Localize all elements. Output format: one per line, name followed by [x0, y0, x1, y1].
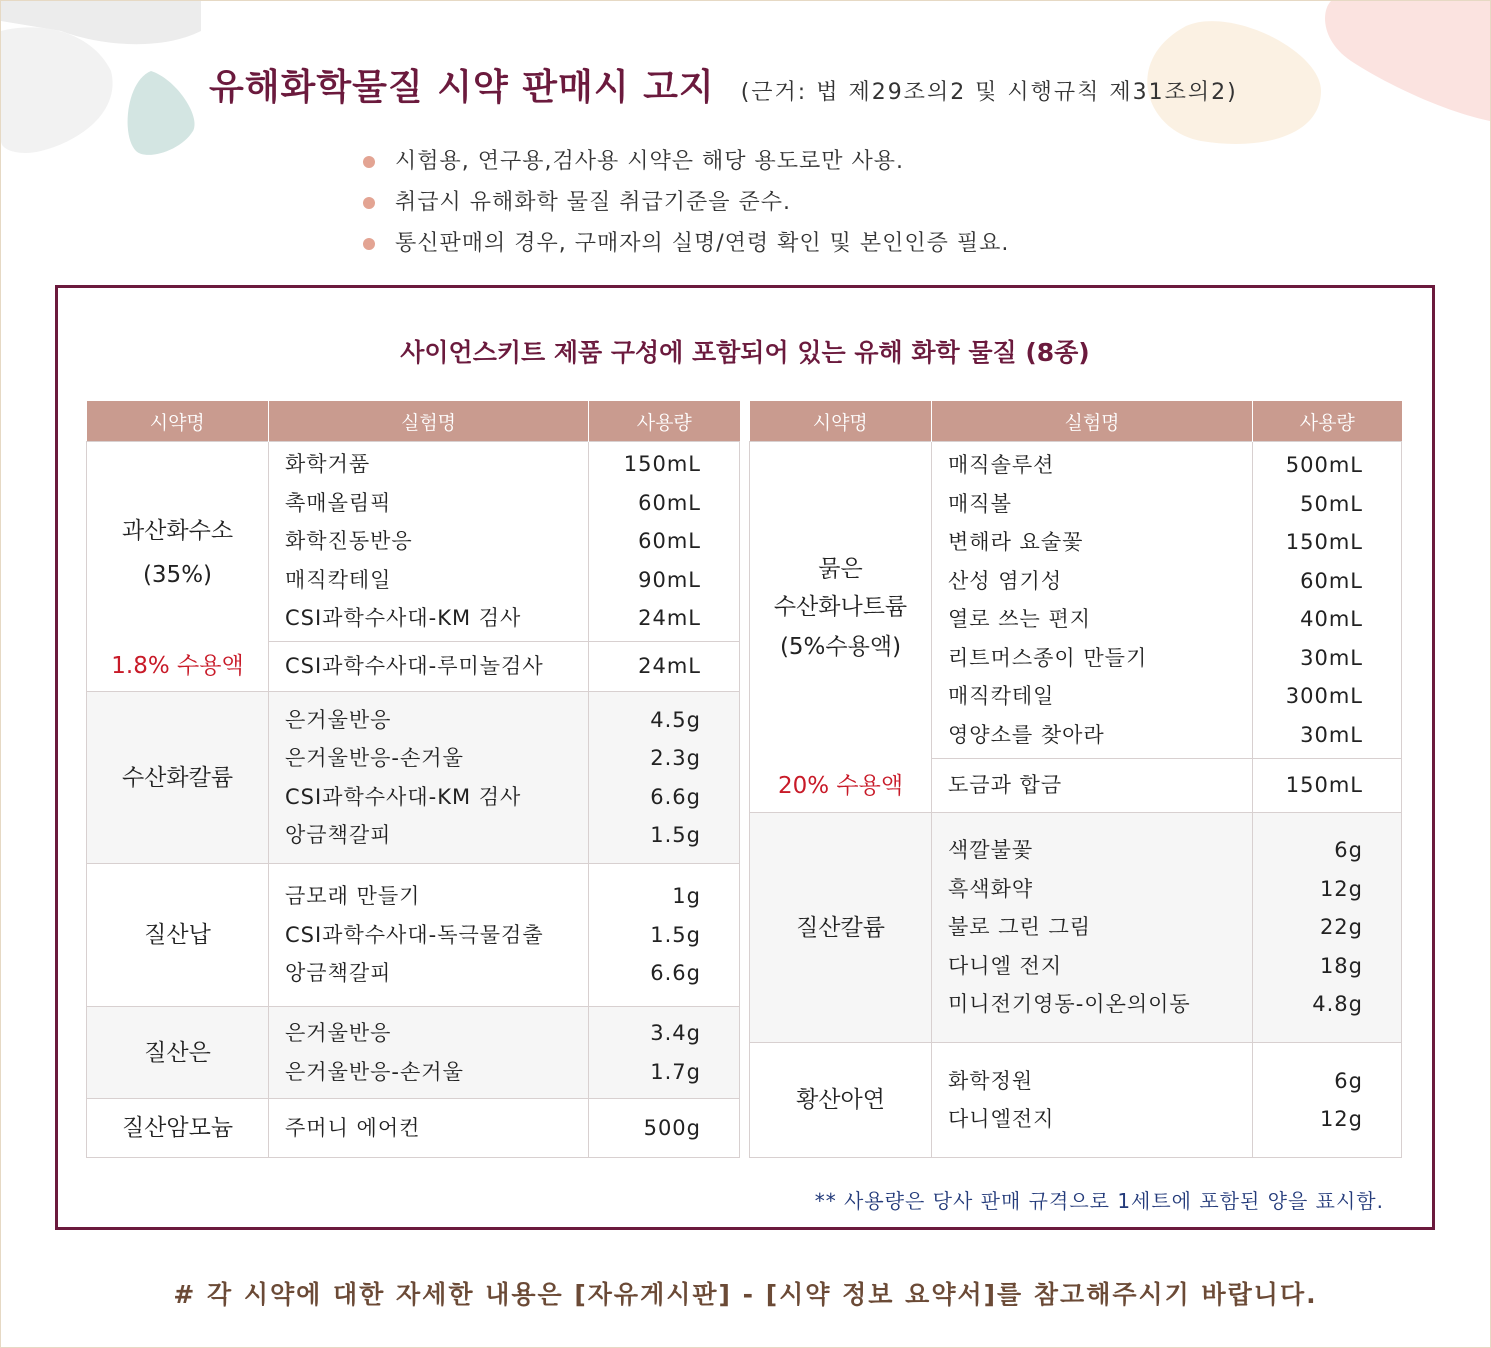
chemicals-box: [55, 285, 1435, 1230]
amount-list: 500g: [589, 1099, 740, 1158]
experiment-list: 은거울반응 은거울반응-손거울 CSI과학수사대-KM 검사 앙금책갈피: [269, 692, 589, 864]
footer-reference: # 각 시약에 대한 자세한 내용은 [자유게시판] - [시약 정보 요약서]를 참고해주시기 바랍니다.: [173, 1280, 1318, 1309]
box-title: 사이언스키트 제품 구성에 포함되어 있는 유해 화학 물질 (8종): [400, 338, 1090, 367]
experiment-list: 화학정원 다니엘전지: [932, 1043, 1253, 1158]
table-row: [87, 692, 740, 864]
chemical-name: 질산납: [87, 864, 269, 1007]
chemical-name: 묽은 수산화나트륨 (5%수용액) 20% 수용액: [750, 442, 932, 813]
amount-list: 24mL: [589, 642, 740, 692]
usage-note: ** 사용량은 당사 판매 규격으로 1세트에 포함된 양을 표시함.: [814, 1189, 1384, 1213]
table-row: [87, 1099, 740, 1158]
notice-item: 통신판매의 경우, 구매자의 실명/연령 확인 및 본인인증 필요.: [363, 223, 1009, 264]
chemical-name: 질산칼륨: [750, 813, 932, 1043]
concentration-label: 1.8% 수용액: [111, 653, 244, 679]
legal-basis: (근거: 법 제29조의2 및 시행규칙 제31조의2): [740, 80, 1238, 105]
experiment-list: 매직솔루션 매직볼 변해라 요술꽃 산성 염기성 열로 쓰는 편지 리트머스종이 만들기 매직칵테일 영양소를 찾아라: [932, 442, 1253, 759]
experiment-list: 색깔불꽃 흑색화약 불로 그린 그림 다니엘 전지 미니전기영동-이온의이동: [932, 813, 1253, 1043]
notice-item: 시험용, 연구용,검사용 시약은 해당 용도로만 사용.: [363, 141, 1009, 182]
table-row: [750, 813, 1402, 1043]
table-row: [87, 864, 740, 1007]
amount-list: 150mL: [1253, 759, 1402, 813]
amount-list: 6g 12g 22g 18g 4.8g: [1253, 813, 1402, 1043]
header-amount: 사용량: [1253, 401, 1402, 442]
bullet-icon: [363, 156, 375, 168]
chemical-name: 과산화수소 (35%) 1.8% 수용액: [87, 442, 269, 692]
notice-item: 취급시 유해화학 물질 취급기준을 준수.: [363, 182, 1009, 223]
amount-list: 3.4g 1.7g: [589, 1007, 740, 1099]
amount-list: 150mL 60mL 60mL 90mL 24mL: [589, 442, 740, 642]
experiment-list: 금모래 만들기 CSI과학수사대-독극물검출 앙금책갈피: [269, 864, 589, 1007]
bullet-icon: [363, 238, 375, 250]
table-row: [750, 442, 1402, 759]
chemical-table-left: [86, 401, 740, 1158]
chemical-table-right: [749, 401, 1402, 1158]
amount-list: 500mL 50mL 150mL 60mL 40mL 30mL 300mL 30mL: [1253, 442, 1402, 759]
header: [209, 59, 1238, 110]
header-experiment: 실험명: [932, 401, 1253, 442]
table-row: [87, 442, 740, 642]
header-amount: 사용량: [589, 401, 740, 442]
header-chemical: 시약명: [750, 401, 932, 442]
table-row: [750, 1043, 1402, 1158]
bullet-icon: [363, 197, 375, 209]
header-chemical: 시약명: [87, 401, 269, 442]
amount-list: 6g 12g: [1253, 1043, 1402, 1158]
amount-list: 1g 1.5g 6.6g: [589, 864, 740, 1007]
header-experiment: 실험명: [269, 401, 589, 442]
table-row: [87, 1007, 740, 1099]
experiment-list: CSI과학수사대-루미놀검사: [269, 642, 589, 692]
amount-list: 4.5g 2.3g 6.6g 1.5g: [589, 692, 740, 864]
experiment-list: 화학거품 촉매올림픽 화학진동반응 매직칵테일 CSI과학수사대-KM 검사: [269, 442, 589, 642]
chemical-name: 황산아연: [750, 1043, 932, 1158]
experiment-list: 도금과 합금: [932, 759, 1253, 813]
chemical-name: 질산암모늄: [87, 1099, 269, 1158]
notice-list: [363, 141, 1009, 264]
chemical-name: 수산화칼륨: [87, 692, 269, 864]
experiment-list: 주머니 에어컨: [269, 1099, 589, 1158]
experiment-list: 은거울반응 은거울반응-손거울: [269, 1007, 589, 1099]
page-title: 유해화학물질 시약 판매시 고지: [209, 67, 715, 108]
concentration-label: 20% 수용액: [777, 773, 904, 799]
chemical-name: 질산은: [87, 1007, 269, 1099]
